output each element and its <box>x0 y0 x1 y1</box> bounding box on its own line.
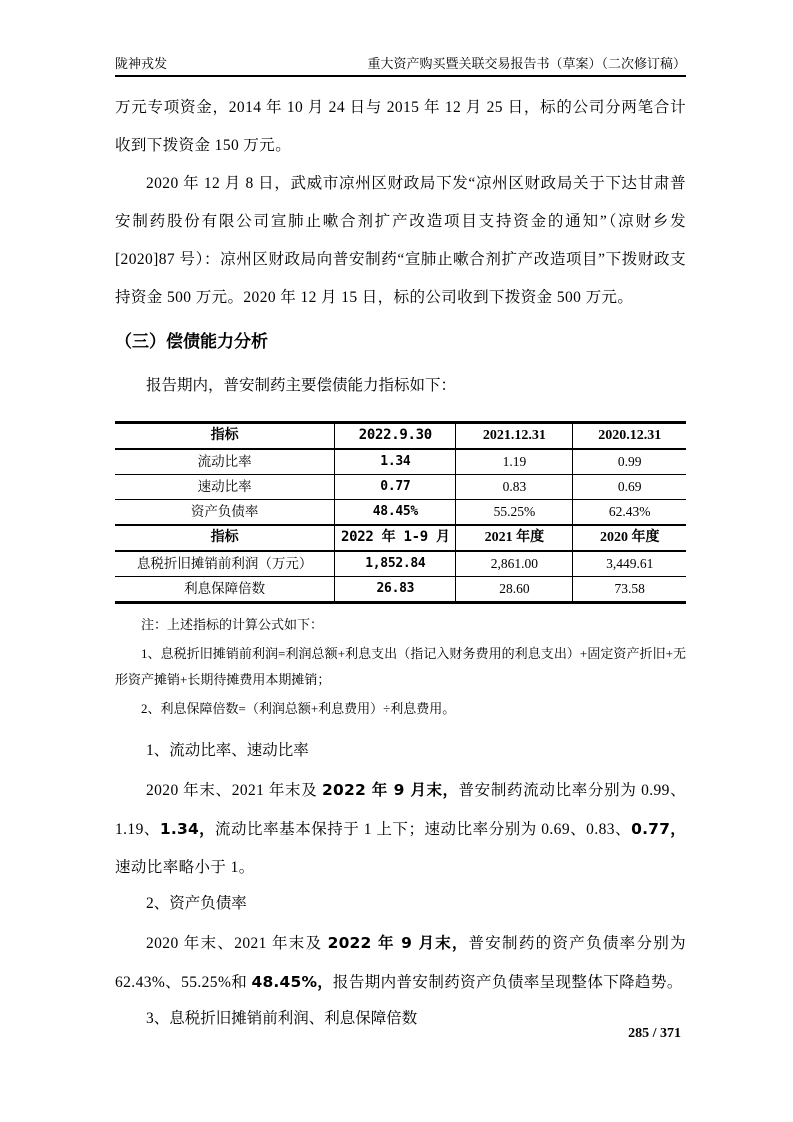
page-number: 285 / 371 <box>628 1026 681 1041</box>
table-header-cell: 指标 <box>115 525 335 551</box>
table-row <box>115 551 686 577</box>
emphasis-text: 2022 年 9 月末， <box>327 933 469 952</box>
table-intro: 报告期内，普安制药主要偿债能力指标如下： <box>146 377 457 394</box>
table-header-row <box>115 525 686 551</box>
table-header-cell: 2020 年度 <box>573 525 686 551</box>
note-item-1: 1、息税折旧摊销前利润=利润总额+利息支出（指记入财务费用的利息支出）+固定资产折旧+无形资产摊销+长期待摊费用本期摊销； <box>115 645 686 687</box>
emphasis-text: 48.45%， <box>251 972 333 991</box>
body-text: 2020 年末、2021 年末及 <box>146 934 328 952</box>
subsection-title-current-ratio: 1、流动比率、速动比率 <box>146 741 309 759</box>
indicator-value-cell: 48.45% <box>335 499 456 525</box>
indicator-value-cell: 0.83 <box>456 474 573 499</box>
table-header-cell: 2020.12.31 <box>573 422 686 449</box>
body-text: 2020 年末、2021 年末及 <box>146 781 322 799</box>
table-header-cell: 2022 年 1-9 月 <box>335 525 456 551</box>
indicator-value-cell: 73.58 <box>573 576 686 602</box>
indicator-value-cell: 0.77 <box>335 474 456 499</box>
header-document-title: 重大资产购买暨关联交易报告书（草案）（二次修订稿） <box>367 56 686 71</box>
paragraph-continued-funds: 万元专项资金，2014 年 10 月 24 日与 2015 年 12 月 25 日，标的公司分两笔合计收到下拨资金 150 万元。 <box>115 99 686 154</box>
subsection-title-ebitda: 3、息税折旧摊销前利润、利息保障倍数 <box>146 1009 418 1027</box>
body-text: 报告期内普安制药资产负债率呈现整体下降趋势。 <box>332 973 683 991</box>
note-item-2: 2、利息保障倍数=（利润总额+利息费用）÷利息费用。 <box>141 700 456 716</box>
table-header-cell: 指标 <box>115 422 335 449</box>
indicator-name-cell: 利息保障倍数 <box>115 576 335 602</box>
paragraph-current-quick-ratio <box>115 771 686 887</box>
indicator-value-cell: 28.60 <box>456 576 573 602</box>
emphasis-text: 1.34， <box>159 819 215 838</box>
table-notes <box>115 612 686 722</box>
running-header <box>115 56 686 77</box>
table-header-cell: 2022.9.30 <box>335 422 456 449</box>
indicator-value-cell: 2,861.00 <box>456 551 573 577</box>
indicator-value-cell: 62.43% <box>573 499 686 525</box>
indicator-value-cell: 0.69 <box>573 474 686 499</box>
body-text: 普安制药流动比率分别为 0.99、1.19、 <box>115 781 686 838</box>
subsection-title-debt-ratio: 2、资产负债率 <box>146 894 247 912</box>
indicator-name-cell: 息税折旧摊销前利润（万元） <box>115 551 335 577</box>
indicator-name-cell: 资产负债率 <box>115 499 335 525</box>
body-text: 普安制药的资产负债率分别为 62.43%、55.25%和 <box>115 934 687 991</box>
table-header-row <box>115 422 686 449</box>
emphasis-text: 0.77， <box>631 819 686 838</box>
page-content <box>115 56 686 1034</box>
table-row <box>115 499 686 525</box>
indicator-value-cell: 26.83 <box>335 576 456 602</box>
table-header-cell: 2021.12.31 <box>456 422 573 449</box>
emphasis-text: 2022 年 9 月末， <box>321 780 459 799</box>
indicator-value-cell: 1,852.84 <box>335 551 456 577</box>
indicator-value-cell: 1.34 <box>335 449 456 475</box>
section-heading-solvency: （三）偿债能力分析 <box>115 332 268 352</box>
table-row <box>115 474 686 499</box>
body-text: 速动比率略小于 1。 <box>115 858 255 876</box>
table-header-cell: 2021 年度 <box>456 525 573 551</box>
solvency-indicators-table <box>115 421 686 604</box>
indicator-name-cell: 速动比率 <box>115 474 335 499</box>
body-text: 流动比率基本保持于 1 上下；速动比率分别为 0.69、0.83、 <box>214 820 632 838</box>
paragraph-subsidy-2020: 2020 年 12 月 8 日，武威市凉州区财政局下发“凉州区财政局关于下达甘肃普安制药股份有限公司宣肺止嗽合剂扩产改造项目支持资金的通知”（凉财乡发[2020]87 号）：凉州区财政局向普安制药“宣肺止嗽合剂扩产改造项目”下拨财政支持资金 500 万元。2020 年 12 月 15 日，标的公司收到下拨资金 500 万元。 <box>115 175 686 306</box>
indicator-value-cell: 1.19 <box>456 449 573 475</box>
indicator-value-cell: 55.25% <box>456 499 573 525</box>
indicator-name-cell: 流动比率 <box>115 449 335 475</box>
note-intro: 注：上述指标的计算公式如下： <box>141 616 324 632</box>
paragraph-debt-ratio <box>115 924 686 1002</box>
indicator-value-cell: 3,449.61 <box>573 551 686 577</box>
header-company-name: 陇神戎发 <box>115 56 168 71</box>
table-row <box>115 576 686 602</box>
table-row <box>115 449 686 475</box>
indicator-value-cell: 0.99 <box>573 449 686 475</box>
